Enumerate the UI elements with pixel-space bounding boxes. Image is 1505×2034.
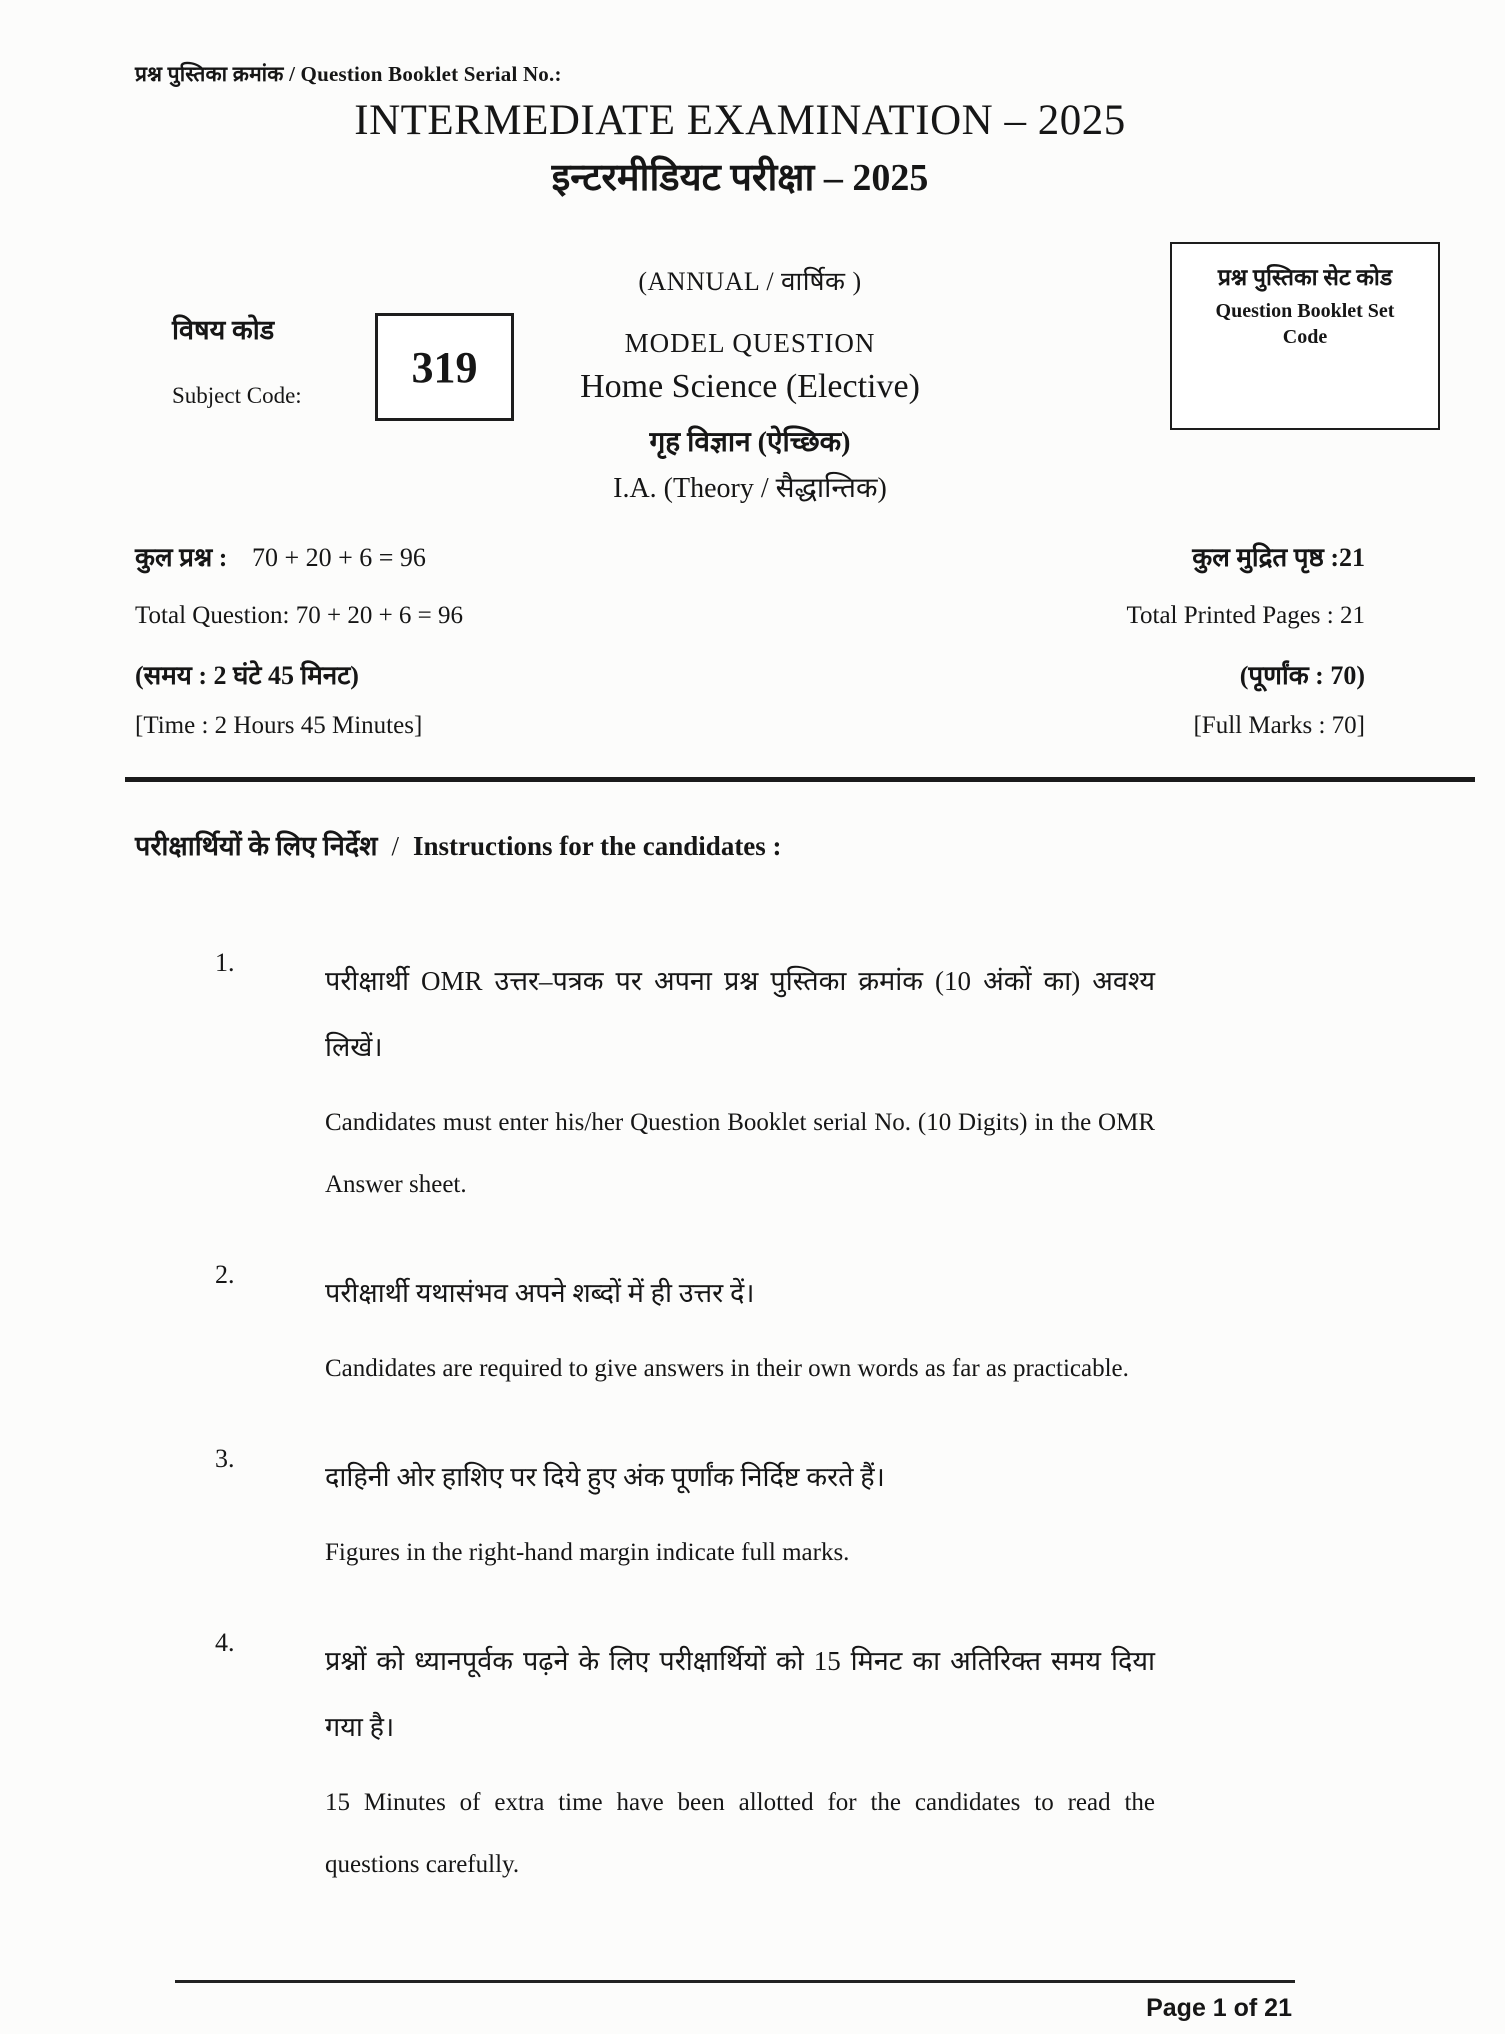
question-booklet-set-code-box: [1170, 242, 1440, 430]
instruction-hindi: दाहिनी ओर हाशिए पर दिये हुए अंक पूर्णांक निर्दिष्ट करते हैं।: [325, 1462, 885, 1492]
set-code-label-hindi: प्रश्न पुस्तिका सेट कोड: [1217, 265, 1393, 290]
total-pages-hindi: कुल मुद्रित पृष्ठ :21: [1192, 543, 1365, 572]
subject-name-hindi: गृह विज्ञान (ऐच्छिक): [649, 427, 851, 458]
total-questions-english: Total Question: 70 + 20 + 6 = 96: [135, 602, 464, 629]
exam-title-hindi: इन्टरमीडियट परीक्षा – 2025: [551, 157, 929, 199]
annual-line: (ANNUAL / वार्षिक ): [638, 267, 862, 296]
total-questions-value: 70 + 20 + 6 = 96: [251, 543, 426, 572]
time-hindi: (समय : 2 घंटे 45 मिनट): [135, 661, 359, 690]
total-questions-label-hindi: कुल प्रश्न :: [135, 543, 228, 572]
instruction-text: [325, 948, 1155, 1216]
instruction-english: 15 Minutes of extra time have been allotted for the candidates to read the questions carefully.: [325, 1789, 1155, 1878]
instructions-heading-english: Instructions for the candidates :: [413, 831, 782, 861]
set-code-label-english-line2: Code: [1282, 326, 1328, 348]
instruction-number: 1.: [215, 948, 235, 977]
instruction-text: [325, 1444, 1155, 1584]
instructions-heading: [135, 826, 782, 863]
total-pages-english: Total Printed Pages : 21: [1126, 602, 1365, 629]
set-code-label-english-line1: Question Booklet Set: [1215, 300, 1395, 322]
instruction-english: Candidates are required to give answers in their own words as far as practicable.: [325, 1355, 1129, 1382]
instructions-heading-hindi: परीक्षार्थियों के लिए निर्देश: [135, 831, 378, 861]
instructions-list: [0, 948, 1505, 1940]
full-marks-english: [Full Marks : 70]: [1193, 712, 1365, 739]
footer-rule: [175, 1980, 1295, 1983]
instruction-hindi: परीक्षार्थी यथासंभव अपने शब्दों में ही उत्तर दें।: [325, 1278, 755, 1308]
instruction-number: 3.: [215, 1444, 235, 1473]
instruction-item-4: [0, 1628, 1505, 1896]
subject-code-label-hindi: विषय कोड: [172, 315, 275, 345]
instruction-number: 2.: [215, 1260, 235, 1289]
instruction-text: [325, 1260, 1155, 1400]
header-divider: [125, 777, 1475, 782]
question-booklet-serial-label: प्रश्न पुस्तिका क्रमांक / Question Booklet Serial No.:: [135, 62, 562, 86]
instruction-item-2: [0, 1260, 1505, 1400]
subject-name-english: Home Science (Elective): [580, 368, 920, 405]
instruction-hindi: प्रश्नों को ध्यानपूर्वक पढ़ने के लिए परीक्षार्थियों को 15 मिनट का अतिरिक्त समय दिया गया है।: [325, 1646, 1155, 1742]
instruction-item-1: [0, 948, 1505, 1216]
theory-line: I.A. (Theory / सैद्धान्तिक): [613, 473, 887, 504]
instruction-english: Figures in the right-hand margin indicate full marks.: [325, 1539, 850, 1566]
instruction-item-3: [0, 1444, 1505, 1584]
instruction-number: 4.: [215, 1628, 235, 1657]
instruction-english: Candidates must enter his/her Question Booklet serial No. (10 Digits) in the OMR Answer sheet.: [325, 1109, 1155, 1198]
instructions-heading-separator: /: [391, 831, 400, 861]
full-marks-hindi: (पूर्णांक : 70): [1239, 661, 1365, 690]
exam-title-english: INTERMEDIATE EXAMINATION – 2025: [354, 97, 1126, 144]
subject-code-label-english: Subject Code:: [172, 383, 302, 408]
subject-code-box: [375, 313, 514, 421]
total-questions-hindi: [135, 538, 426, 574]
instruction-hindi: परीक्षार्थी OMR उत्तर–पत्रक पर अपना प्रश्न पुस्तिका क्रमांक (10 अंकों का) अवश्य लिखें।: [325, 966, 1155, 1062]
instruction-text: [325, 1628, 1155, 1896]
time-english: [Time : 2 Hours 45 Minutes]: [135, 712, 423, 739]
model-question-line: MODEL QUESTION: [624, 328, 876, 358]
page-number-label: Page 1 of 21: [1146, 1994, 1292, 2022]
subject-code-value: 319: [411, 342, 478, 392]
